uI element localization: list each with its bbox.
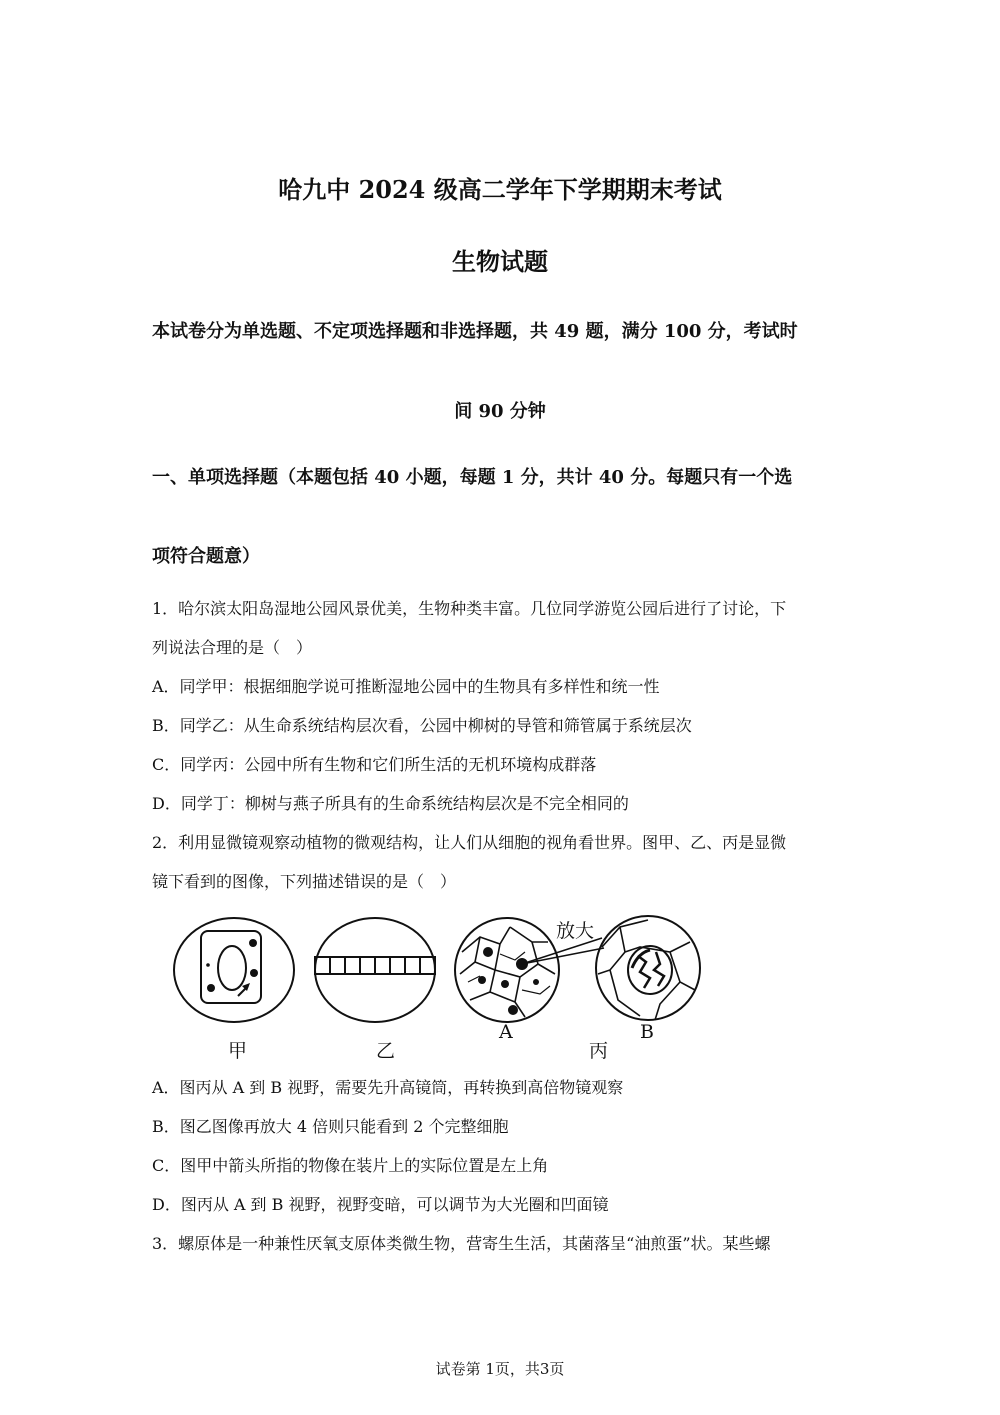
figure-label-fangda: 放大 — [556, 920, 595, 942]
figure-label-yi: 乙 — [376, 1040, 396, 1062]
question-2-option-d: D．图丙从 A 到 B 视野，视野变暗，可以调节为大光圈和凹面镜 — [152, 1195, 609, 1214]
section-heading-line-2: 项符合题意） — [152, 546, 260, 567]
figure-label-b: B — [640, 1021, 654, 1043]
microscope-view-bing-b — [596, 916, 700, 1020]
figure-label-a: A — [499, 1021, 513, 1043]
question-1-stem-line-1: 1．哈尔滨太阳岛湿地公园风景优美，生物种类丰富。几位同学游览公园后进行了讨论，下 — [152, 599, 787, 618]
figure-label-bing: 丙 — [589, 1040, 609, 1062]
question-1-option-a: A．同学甲：根据细胞学说可推断湿地公园中的生物具有多样性和统一性 — [152, 677, 660, 696]
question-2-stem-line-2: 镜下看到的图像，下列描述错误的是（ ） — [152, 872, 457, 891]
exam-subtitle: 生物试题 — [452, 247, 548, 276]
question-1-option-c: C．同学丙：公园中所有生物和它们所生活的无机环境构成群落 — [152, 755, 597, 774]
microscope-view-jia — [174, 918, 294, 1022]
question-2-option-a: A．图丙从 A 到 B 视野，需要先升高镜筒，再转换到高倍物镜观察 — [152, 1078, 624, 1097]
instructions-line-2: 间 90 分钟 — [454, 401, 546, 422]
question-3-stem-line-1: 3．螺原体是一种兼性厌氧支原体类微生物，营寄生生活，其菌落呈“油煎蛋”状。某些螺 — [152, 1234, 771, 1253]
question-1-option-d: D．同学丁：柳树与燕子所具有的生命系统结构层次是不完全相同的 — [152, 794, 629, 813]
question-2-option-b: B．图乙图像再放大 4 倍则只能看到 2 个完整细胞 — [152, 1117, 509, 1136]
question-2-stem-line-1: 2．利用显微镜观察动植物的微观结构，让人们从细胞的视角看世界。图甲、乙、丙是显微 — [152, 833, 787, 852]
figure-label-jia: 甲 — [228, 1040, 248, 1062]
section-heading-line-1: 一、单项选择题（本题包括 40 小题，每题 1 分，共计 40 分。每题只有一个选 — [152, 467, 793, 488]
microscope-figure — [170, 912, 710, 1062]
question-1-stem-line-2: 列说法合理的是（ ） — [152, 638, 313, 657]
question-2-option-c: C．图甲中箭头所指的物像在装片上的实际位置是左上角 — [152, 1156, 549, 1175]
microscope-view-yi — [315, 918, 435, 1022]
instructions-line-1: 本试卷分为单选题、不定项选择题和非选择题，共 49 题，满分 100 分，考试时 — [152, 321, 798, 342]
exam-title: 哈九中 2024 级高二学年下学期期末考试 — [278, 175, 722, 204]
question-1-option-b: B．同学乙：从生命系统结构层次看，公园中柳树的导管和筛管属于系统层次 — [152, 716, 692, 735]
page-footer: 试卷第 1页，共3页 — [435, 1360, 565, 1378]
